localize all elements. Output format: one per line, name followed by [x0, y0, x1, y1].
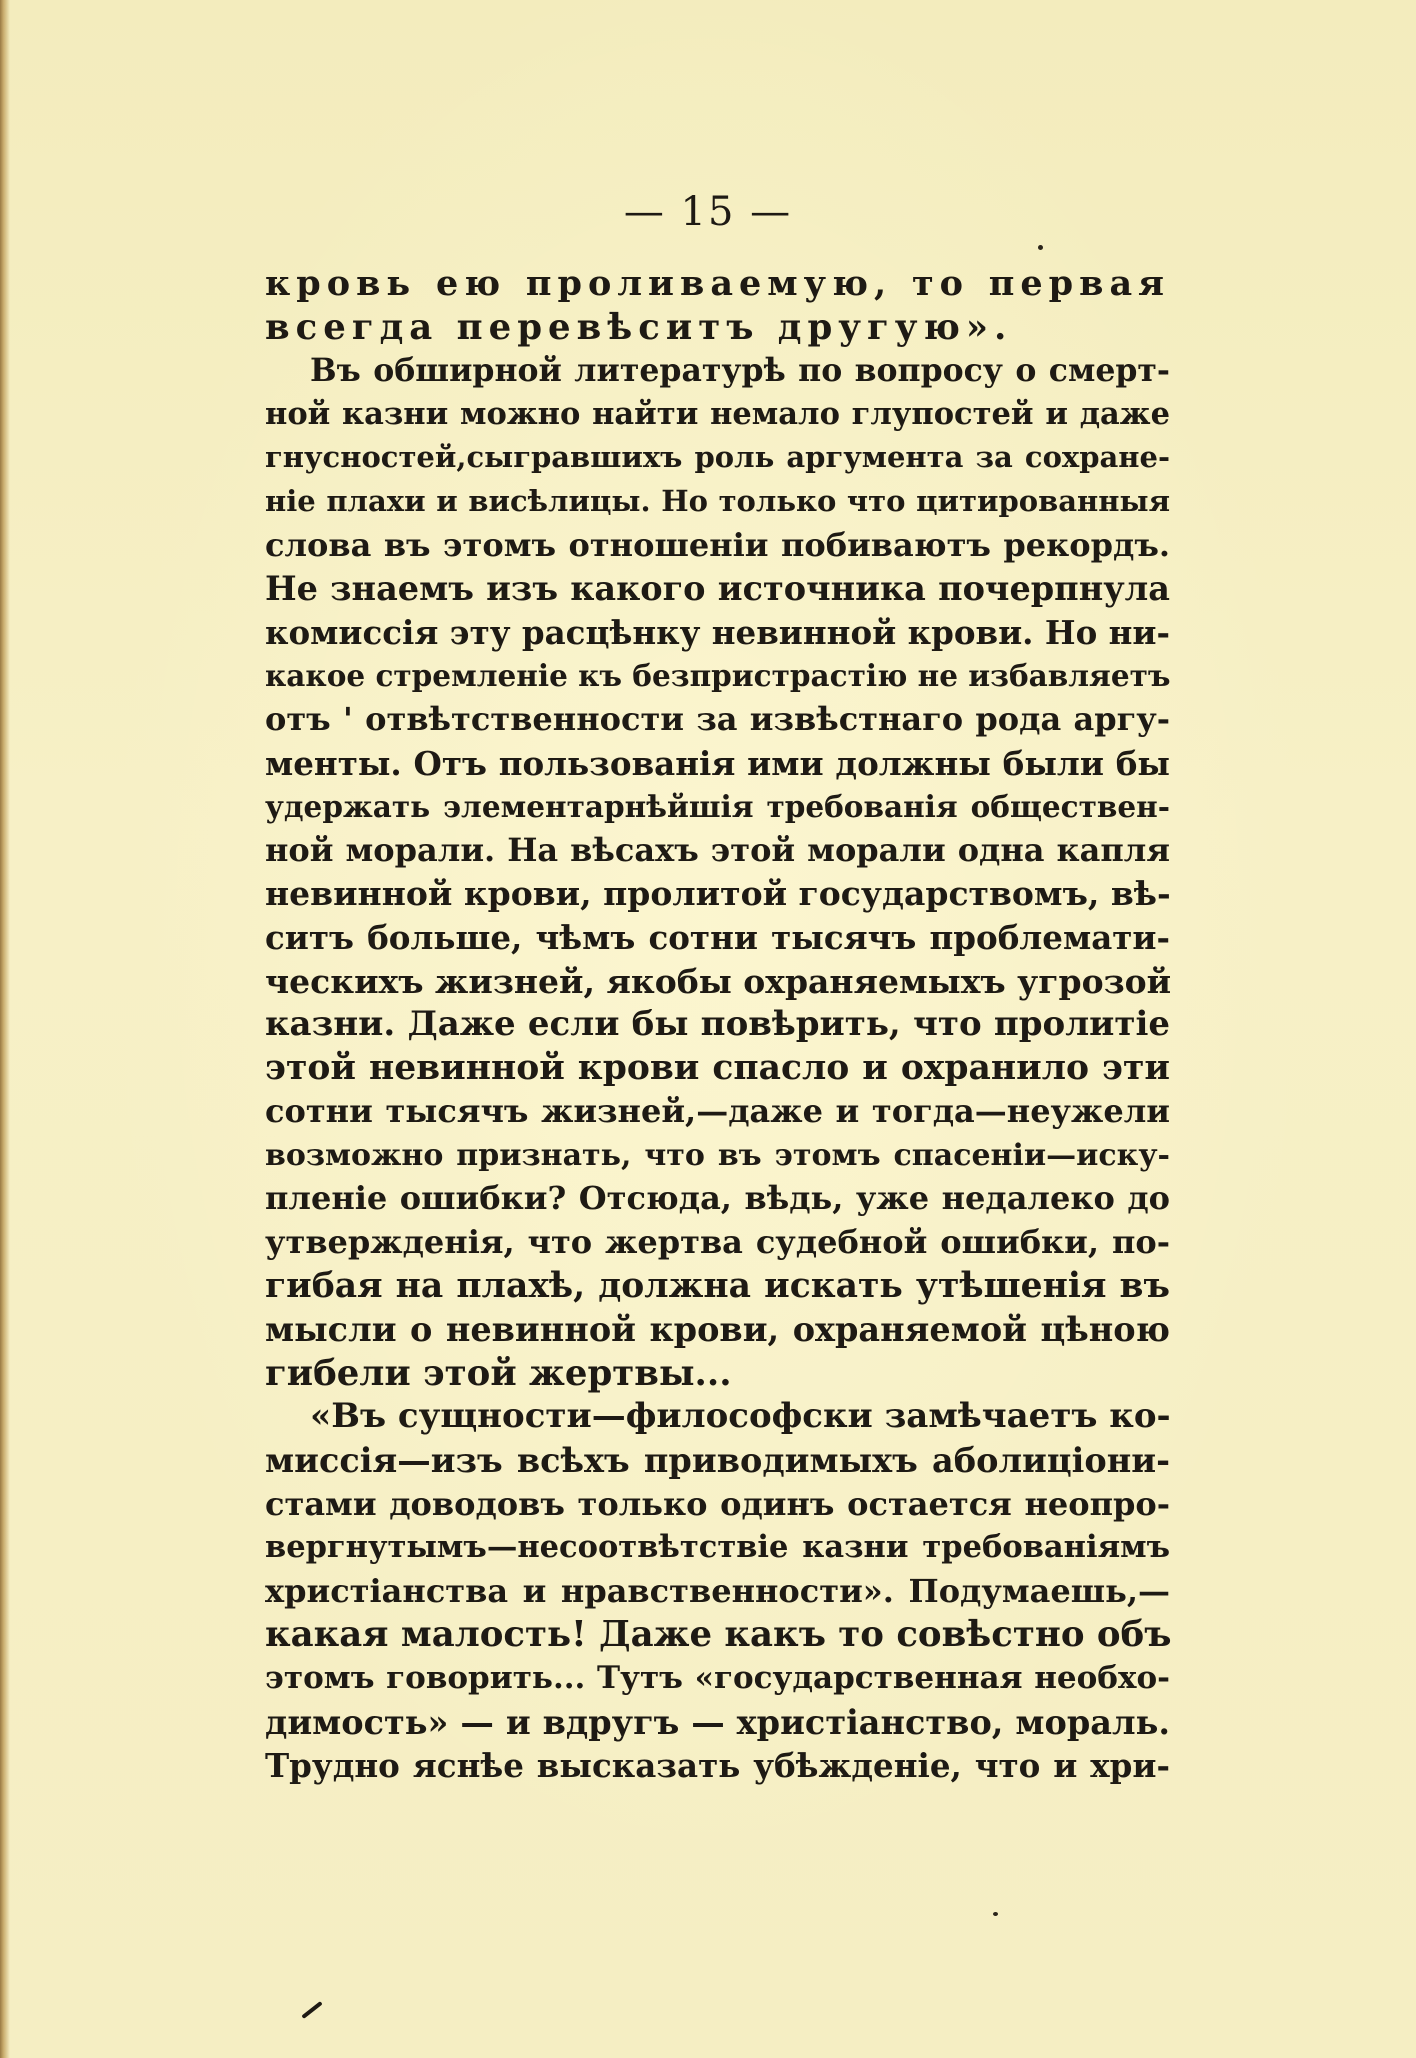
text-line: ной казни можно найти немало глупостей и даже [265, 395, 1170, 432]
text-line: всегда перевѣситъ другую». [265, 306, 1013, 348]
text-line: Въ обширной литературѣ по вопросу о смерт- [310, 352, 1170, 390]
text-line: кровь ею проливаемую, то первая [265, 263, 1170, 304]
text-line: возможно признать, что въ этомъ спасеніи—иску- [265, 1137, 1170, 1173]
text-line: христіанства и нравственности». Подумаешь,— [265, 1571, 1170, 1610]
text-line: Не знаемъ изъ какого источника почерпнула [265, 569, 1170, 609]
text-line: этомъ говорить... Тутъ «государственная необхо- [265, 1660, 1170, 1696]
text-line: миссія—изъ всѣхъ приводимыхъ аболиціони- [265, 1441, 1170, 1481]
text-line: невинной крови, пролитой государствомъ, вѣ- [265, 874, 1171, 914]
text-line: слова въ этомъ отношеніи побиваютъ рекордъ. [265, 525, 1170, 564]
text-line: сотни тысячъ жизней,—даже и тогда—неужели [265, 1092, 1170, 1131]
text-line: стами доводовъ только одинъ остается неопро- [265, 1484, 1170, 1523]
text-line: Трудно яснѣе высказать убѣжденіе, что и хри- [265, 1746, 1170, 1786]
text-line: отъ ' отвѣтственности за извѣстнаго рода аргу- [265, 699, 1170, 738]
text-line: ческихъ жизней, якобы охраняемыхъ угрозой [265, 961, 1172, 1001]
text-line: менты. Отъ пользованія ими должны были бы [265, 743, 1170, 783]
text-line: «Въ сущности—философски замѣчаетъ ко- [310, 1396, 1171, 1437]
body-text [265, 262, 1170, 1788]
text-line: гнусностей,сыгравшихъ роль аргумента за сохране- [265, 440, 1170, 475]
ink-speck [1038, 245, 1043, 250]
text-line: какая малость! Даже какъ то совѣстно объ [265, 1614, 1172, 1656]
text-line: комиссія эту расцѣнку невинной крови. Но ни- [265, 612, 1170, 652]
text-line: казни. Даже если бы повѣрить, что пролитіе [265, 1004, 1170, 1045]
text-line: димость» — и вдругъ — христіанство, мораль. [265, 1702, 1170, 1742]
text-line: ситъ больше, чѣмъ сотни тысячъ проблемати- [265, 917, 1170, 957]
text-line: мысли о невинной крови, охраняемой цѣною [265, 1310, 1170, 1350]
text-line: какое стремленіе къ безпристрастію не избавляетъ [265, 658, 1171, 694]
text-line: гибели этой жертвы... [265, 1352, 732, 1394]
ink-speck [993, 1912, 998, 1916]
text-line: вергнутымъ—несоотвѣтствіе казни требованіямъ [265, 1529, 1170, 1566]
text-line: пленіе ошибки? Отсюда, вѣдь, уже недалеко до [265, 1179, 1170, 1218]
text-line: ніе плахи и висѣлицы. Но только что цитированныя [265, 483, 1170, 518]
text-line: удержать элементарнѣйшія требованія обществен- [265, 789, 1170, 825]
text-line: утвержденія, что жертва судебной ошибки, по- [265, 1223, 1170, 1262]
page-number: — 15 — [623, 189, 793, 235]
page-binding-edge [0, 0, 10, 2058]
pencil-mark [301, 2001, 322, 2019]
text-line: гибая на плахѣ, должна искать утѣшенія въ [265, 1265, 1170, 1306]
text-line: этой невинной крови спасло и охранило эти [265, 1047, 1170, 1088]
text-line: ной морали. На вѣсахъ этой морали одна капля [265, 830, 1170, 869]
